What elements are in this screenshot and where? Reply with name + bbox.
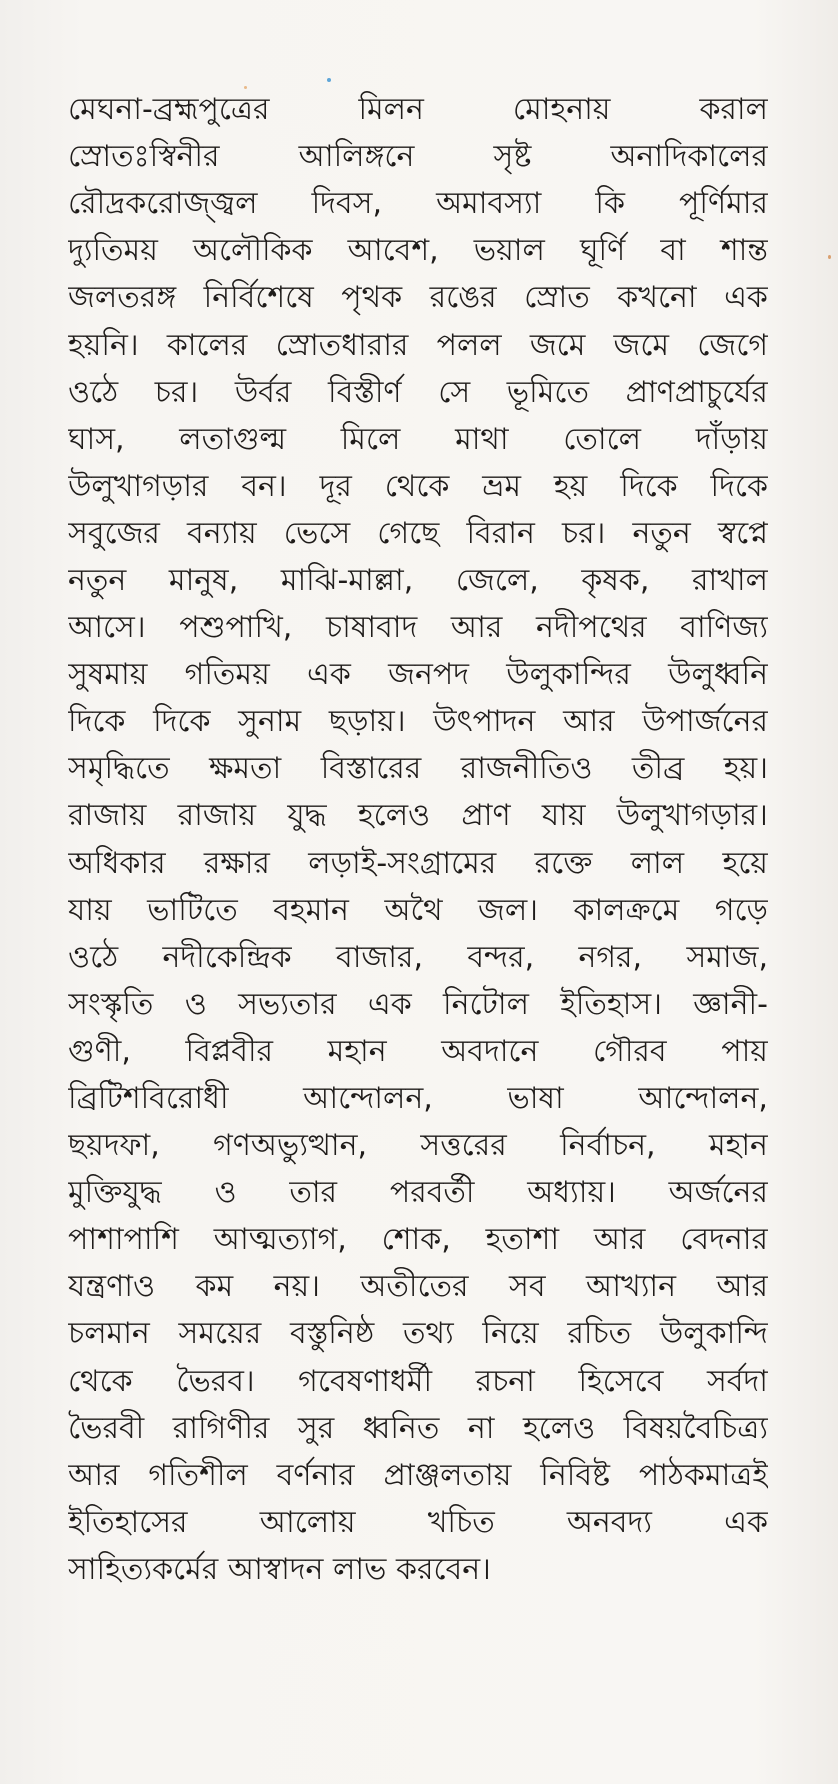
blurb-line: মুক্তিযুদ্ধ ও তার পরবর্তী অধ্যায়। অর্জনের (68, 1175, 768, 1211)
blurb-line: পাশাপাশি আত্মত্যাগ, শোক, হতাশা আর বেদনার (68, 1222, 768, 1258)
blurb-line: সমৃদ্ধিতে ক্ষমতা বিস্তারের রাজনীতিও তীব্র হয়। (68, 751, 768, 787)
blurb-line: নতুন মানুষ, মাঝি-মাল্লা, জেলে, কৃষক, রাখাল (68, 562, 768, 598)
blurb-line: সুষমায় গতিময় এক জনপদ উলুকান্দির উলুধ্বনি (68, 657, 768, 693)
ink-speck (327, 78, 331, 82)
blurb-line: ওঠে চর। উর্বর বিস্তীর্ণ সে ভূমিতে প্রাণপ্রাচুর্যের (68, 374, 768, 410)
blurb-line: জলতরঙ্গ নির্বিশেষে পৃথক রঙের স্রোত কখনো এক (68, 280, 768, 316)
blurb-line: আসে। পশুপাখি, চাষাবাদ আর নদীপথের বাণিজ্য (68, 610, 768, 646)
blurb-line: গুণী, বিপ্লবীর মহান অবদানে গৌরব পায় (68, 1033, 768, 1069)
blurb-line: হয়নি। কালের স্রোতধারার পলল জমে জমে জেগে (68, 327, 768, 363)
blurb-line: সংস্কৃতি ও সভ্যতার এক নিটোল ইতিহাস। জ্ঞানী- (68, 986, 768, 1022)
blurb-line: সাহিত্যকর্মের আস্বাদন লাভ করবেন। (68, 1551, 491, 1587)
blurb-line: অধিকার রক্ষার লড়াই-সংগ্রামের রক্তে লাল হয়ে (68, 845, 768, 881)
blurb-line: দ্যুতিময় অলৌকিক আবেশ, ভয়াল ঘূর্ণি বা শান্ত (68, 233, 768, 269)
blurb-text-block (68, 86, 768, 1593)
blurb-line: স্রোতঃস্বিনীর আলিঙ্গনে সৃষ্ট অনাদিকালের (68, 139, 768, 175)
blurb-line: যন্ত্রণাও কম নয়। অতীতের সব আখ্যান আর (68, 1269, 768, 1305)
blurb-line: চলমান সময়ের বস্তুনিষ্ঠ তথ্য নিয়ে রচিত উলুকান্দি (68, 1316, 768, 1352)
blurb-line: সবুজের বন্যায় ভেসে গেছে বিরান চর। নতুন স্বপ্নে (68, 515, 768, 551)
blurb-line: ব্রিটিশবিরোধী আন্দোলন, ভাষা আন্দোলন, (68, 1081, 768, 1117)
ink-speck (828, 255, 831, 259)
blurb-line: ইতিহাসের আলোয় খচিত অনবদ্য এক (68, 1504, 768, 1540)
blurb-line: রৌদ্রকরোজ্জ্বল দিবস, অমাবস্যা কি পূর্ণিমার (68, 186, 768, 222)
blurb-line: যায় ভাটিতে বহমান অথৈ জল। কালক্রমে গড়ে (68, 892, 768, 928)
blurb-line: ওঠে নদীকেন্দ্রিক বাজার, বন্দর, নগর, সমাজ, (68, 939, 768, 975)
blurb-line: ভৈরবী রাগিণীর সুর ধ্বনিত না হলেও বিষয়বৈচিত্র্য (68, 1410, 768, 1446)
blurb-line: উলুখাগড়ার বন। দূর থেকে ভ্রম হয় দিকে দিকে (68, 468, 768, 504)
blurb-line: আর গতিশীল বর্ণনার প্রাঞ্জলতায় নিবিষ্ট পাঠকমাত্রই (68, 1457, 768, 1493)
blurb-line: রাজায় রাজায় যুদ্ধ হলেও প্রাণ যায় উলুখাগড়ার। (68, 798, 768, 834)
blurb-line: ছয়দফা, গণঅভ্যুত্থান, সত্তরের নির্বাচন, মহান (68, 1128, 768, 1164)
blurb-line: থেকে ভৈরব। গবেষণাধর্মী রচনা হিসেবে সর্বদা (68, 1363, 768, 1399)
blurb-line: দিকে দিকে সুনাম ছড়ায়। উৎপাদন আর উপার্জনের (68, 704, 768, 740)
blurb-line: মেঘনা-ব্রহ্মপুত্রের মিলন মোহনায় করাল (68, 92, 768, 128)
blurb-line: ঘাস, লতাগুল্ম মিলে মাথা তোলে দাঁড়ায় (68, 421, 768, 457)
